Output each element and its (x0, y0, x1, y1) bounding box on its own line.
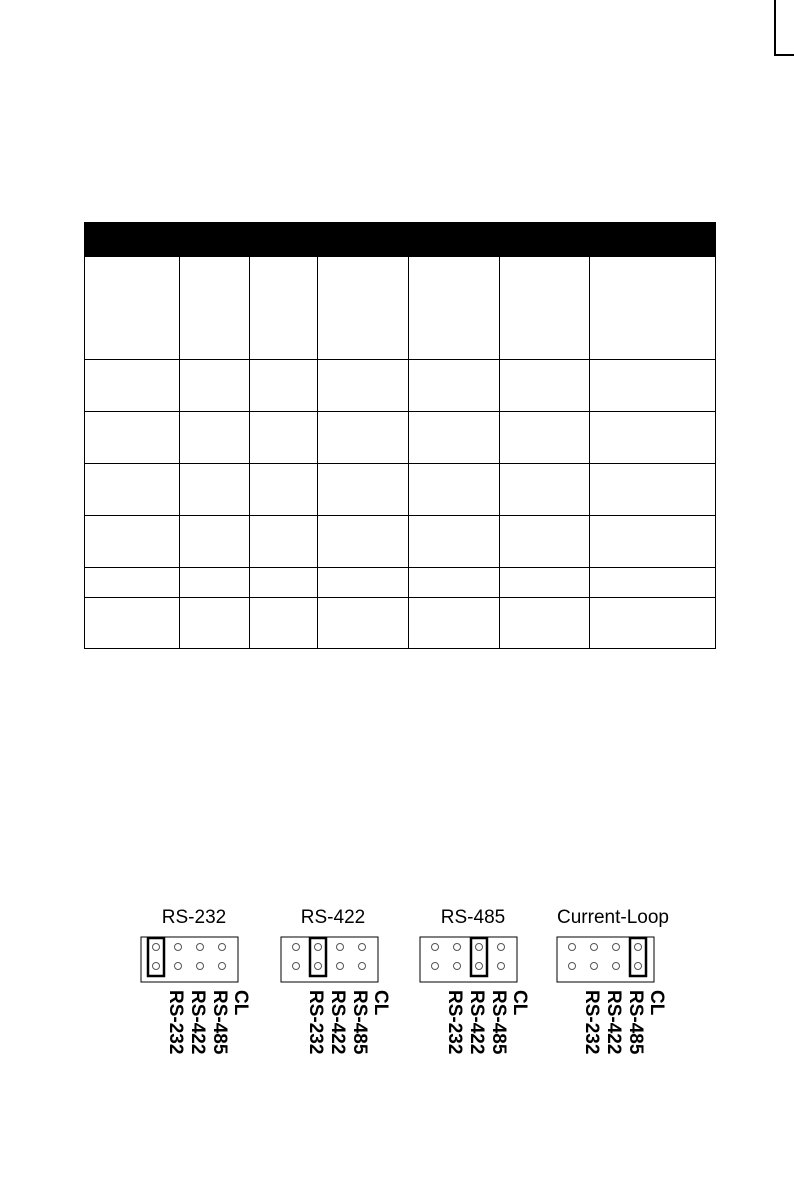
jumper-position-label: CL (646, 990, 667, 1016)
jumper-setting (420, 907, 530, 1055)
jumper-pin (293, 944, 300, 951)
jumper-setting (557, 907, 669, 1055)
jumper-position-label: CL (230, 990, 251, 1016)
jumper-pin (454, 944, 461, 951)
jumper-setting (141, 907, 251, 1055)
jumper-pin (591, 963, 598, 970)
jumper-pin (359, 944, 366, 951)
jumper-position-label: RS-232 (444, 990, 465, 1055)
jumper-pin (432, 944, 439, 951)
jumper-pin (197, 963, 204, 970)
jumper-pin (315, 944, 322, 951)
jumper-pin (337, 963, 344, 970)
jumper-setting (281, 907, 391, 1055)
jumper-pin (498, 963, 505, 970)
jumper-pin (498, 944, 505, 951)
jumper-pin (635, 963, 642, 970)
jumper-position-label: RS-422 (327, 990, 348, 1055)
jumper-pin (476, 944, 483, 951)
jumper-pin (153, 963, 160, 970)
jumper-position-label: RS-485 (488, 990, 509, 1055)
jumper-position-label: CL (370, 990, 391, 1016)
jumper-pin (635, 944, 642, 951)
jumper-position-label: CL (509, 990, 530, 1016)
jumper-title: RS-422 (300, 907, 366, 928)
jumper-pin (591, 944, 598, 951)
jumper-pin (454, 963, 461, 970)
jumper-position-label: RS-232 (165, 990, 186, 1055)
jumper-pin (219, 944, 226, 951)
jumper-pin (175, 944, 182, 951)
jumper-pin (197, 944, 204, 951)
jumper-pin (293, 963, 300, 970)
jumper-pin (315, 963, 322, 970)
jumper-position-label: RS-422 (187, 990, 208, 1055)
jumper-position-label: RS-485 (349, 990, 370, 1055)
jumper-pin (613, 944, 620, 951)
jumper-position-label: RS-485 (209, 990, 230, 1055)
jumper-pin (569, 963, 576, 970)
jumper-position-label: RS-422 (466, 990, 487, 1055)
jumper-pin (476, 963, 483, 970)
jumper-title: Current-Loop (557, 907, 669, 928)
jumper-pin (175, 963, 182, 970)
jumper-position-label: RS-422 (603, 990, 624, 1055)
jumper-pin (337, 944, 344, 951)
jumper-pin (153, 944, 160, 951)
jumper-position-label: RS-485 (625, 990, 646, 1055)
jumper-title: RS-232 (161, 907, 227, 928)
jumper-title: RS-485 (440, 907, 506, 928)
jumper-pin (219, 963, 226, 970)
jumper-pin (359, 963, 366, 970)
jumper-position-label: RS-232 (581, 990, 602, 1055)
jumper-pin (432, 963, 439, 970)
jumper-position-label: RS-232 (305, 990, 326, 1055)
jumper-pin (569, 944, 576, 951)
jumper-pin (613, 963, 620, 970)
